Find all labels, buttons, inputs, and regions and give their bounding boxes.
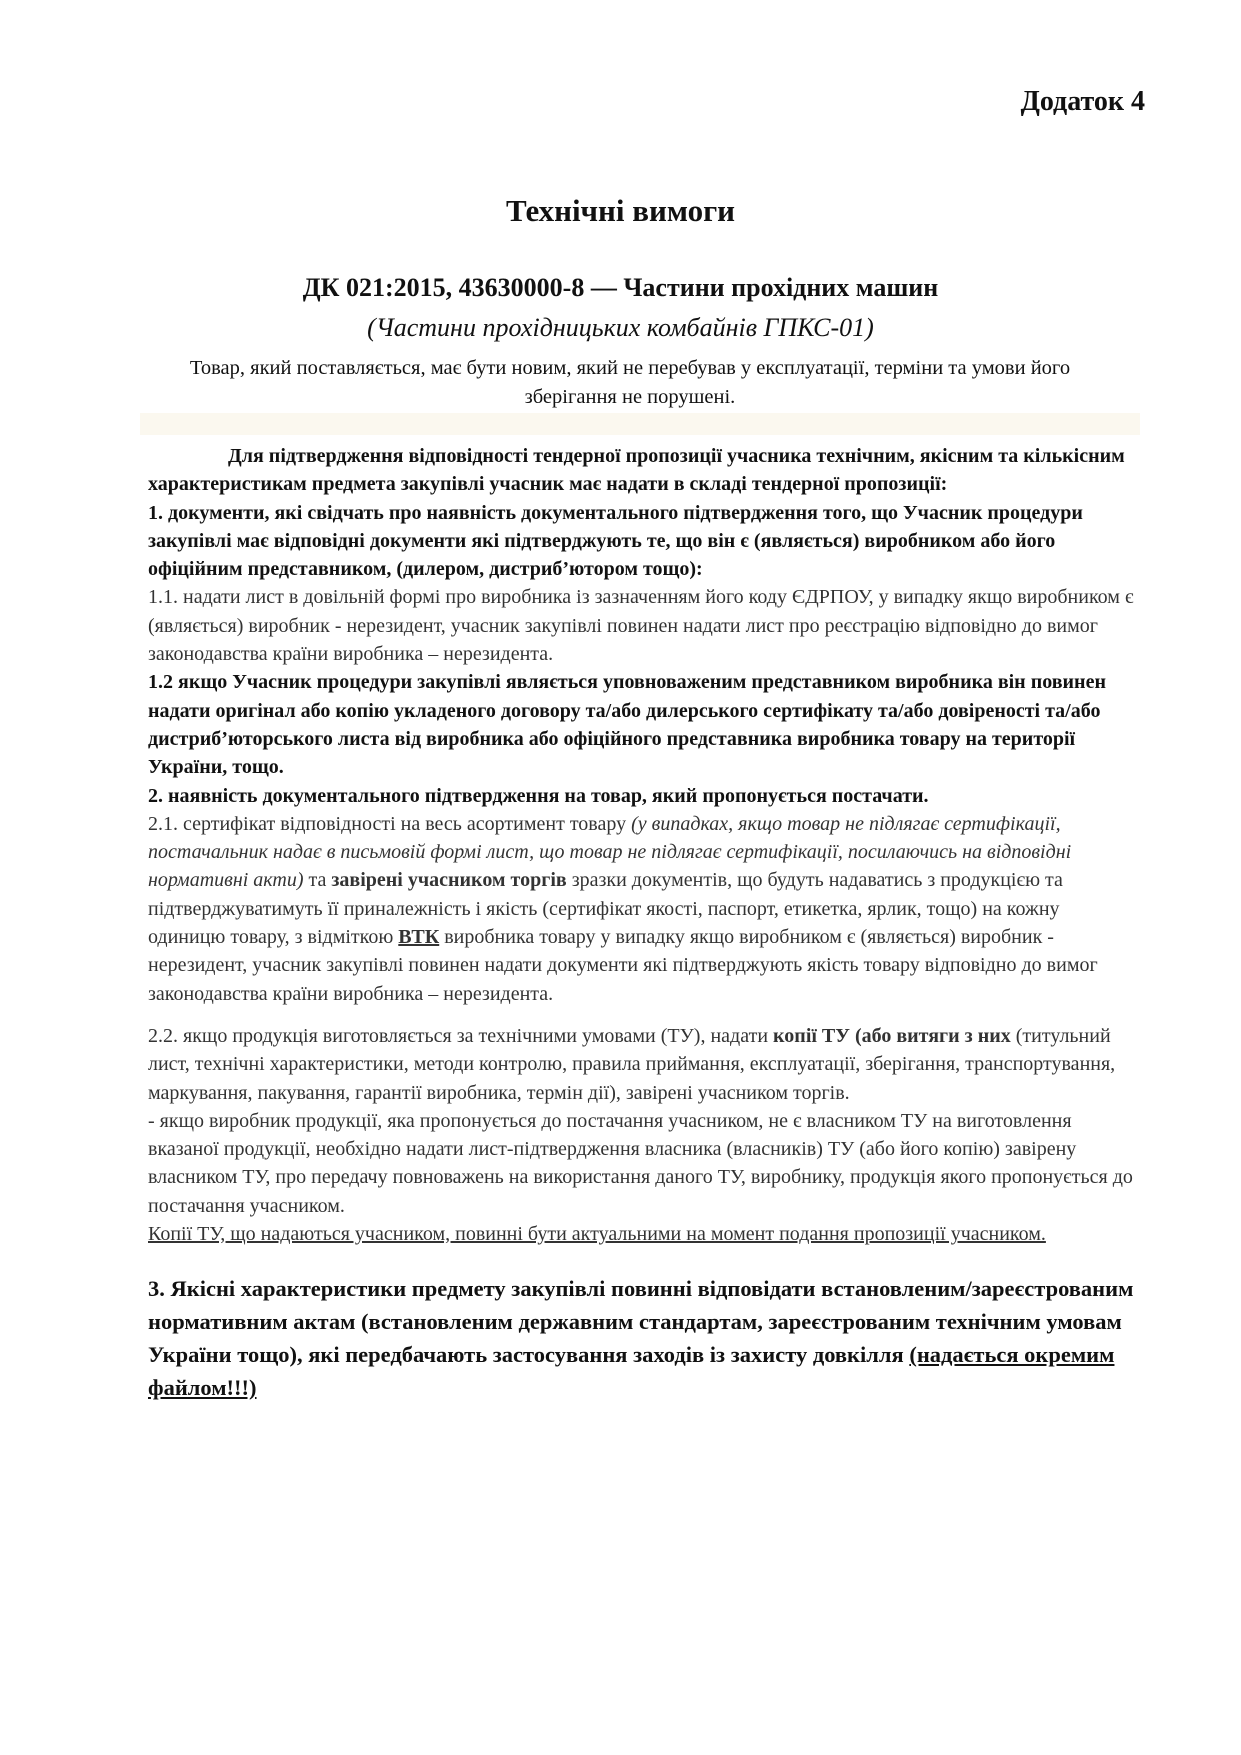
item-2-1-bold: завірені учасником торгів xyxy=(331,869,567,892)
lead-text: Для підтвердження відповідності тендерної пропозиції учасника технічним, якісним та кількісним характеристикам предмета закупівлі учасник має надати в складі тендерної пропозиції: xyxy=(148,445,1125,496)
lead-paragraph xyxy=(148,442,1141,499)
item-3-underlined: (надається окремим файлом!!!) xyxy=(148,1342,1115,1401)
highlight-band xyxy=(140,413,1140,435)
item-2-2-underlined: Копії ТУ, що надаються учасником, повинні бути актуальними на момент подання пропозиції учасником. xyxy=(148,1223,1046,1246)
page-title: Технічні вимоги xyxy=(505,193,736,228)
item-2-2 xyxy=(148,1022,1141,1107)
item-2-2-part-b: (титульний лист, технічні характеристики, методи контролю, правила приймання, експлуатації, зберігання, транспортування, маркування, пакування, гарантії виробника, термін дії), завірені учасником торгів. xyxy=(148,1024,1116,1104)
item-2-2-bold: копії ТУ (або витяги з них xyxy=(773,1024,1011,1047)
item-1-text: 1. документи, які свідчать про наявність документального підтвердження того, що Учасник процедури закупівлі має відповідні документи які підтверджують те, що він є (являється) виробником або його офіційним представником, (дилером, дистриб’ютором тощо): xyxy=(148,501,1083,581)
document-subtitle-italic: (Частини прохідницьких комбайнів ГПКС-01) xyxy=(367,313,874,342)
item-2-text: 2. наявність документального підтвердження на товар, який пропонується постачати. xyxy=(148,784,929,807)
item-1-2-text: 1.2 якщо Учасник процедури закупівлі являється уповноваженим представником виробника він повинен надати оригінал або копію укладеного договору та/або дилерського сертифікату та/або довіреності та/або дистриб’юторського листа від виробника або офіційного представника виробника товару на території України, тощо. xyxy=(148,671,1106,779)
item-1-1: 1.1. надати лист в довільній формі про виробника із зазначенням його коду ЄДРПОУ, у випадку якщо виробником є (являється) виробник - нерезидент, учасник закупівлі повинен надати лист про реєстрацію відповідно до вимог законодавства країни виробника – нерезидента. xyxy=(148,586,1134,666)
item-2-1-part-a: 2.1. сертифікат відповідності на весь асортимент товару xyxy=(148,812,632,835)
appendix-label: Додаток 4 xyxy=(1020,86,1145,117)
item-2 xyxy=(148,782,1141,810)
item-2-2-dash: - якщо виробник продукції, яка пропонується до постачання учасником, не є власником ТУ на виготовлення вказаної продукції, необхідно надати лист-підтвердження власника (власників) ТУ (або його копію) завірену власником ТУ, про передачу повноважень на використання даного ТУ, виробнику, продукція якого пропонується до постачання учасником. xyxy=(148,1109,1133,1217)
item-1 xyxy=(148,499,1141,584)
document-subtitle: ДК 021:2015, 43630000-8 — Частини прохідних машин xyxy=(302,273,939,302)
item-2-1-part-b: та xyxy=(303,869,332,892)
item-2-1-part-c: зразки документів, що будуть надаватись з продукцією та підтверджуватимуть її приналежність і якість (сертифікат якості, паспорт, етикетка, ярлик, тощо) на кожну одиницю товару, з відміткою xyxy=(148,869,1063,949)
item-3-text: 3. Якісні характеристики предмету закупівлі повинні відповідати встановленим/зареєстрованим нормативним актам (встановленим державним стандартам, зареєстрованим технічним умовам України тощо), які передбачають застосування заходів із захисту довкілля xyxy=(148,1276,1134,1368)
intro-text: Товар, який поставляється, має бути новим, який не перебував у експлуатації, терміни та умови його зберігання не порушені. xyxy=(189,357,1071,408)
item-2-1-part-d: виробника товару у випадку якщо виробником є (являється) виробник - нерезидент, учасник закупівлі повинен надати документи які підтверджують якість товару відповідно до вимог законодавства країни виробника – нерезидента. xyxy=(148,926,1098,1005)
item-3 xyxy=(148,1272,1141,1404)
item-1-2 xyxy=(148,668,1141,781)
item-2-1 xyxy=(148,810,1141,1008)
item-2-2-part-a: 2.2. якщо продукція виготовляється за технічними умовами (ТУ), надати xyxy=(148,1024,774,1047)
item-2-1-italic: (у випадках, якщо товар не підлягає сертифікації, постачальник надає в письмовій формі лист, що товар не підлягає сертифікації, посилаючись на відповідні нормативні акти) xyxy=(148,812,1072,892)
vtk-mark: ВТК xyxy=(398,926,440,949)
requirements-body xyxy=(148,442,1141,1404)
